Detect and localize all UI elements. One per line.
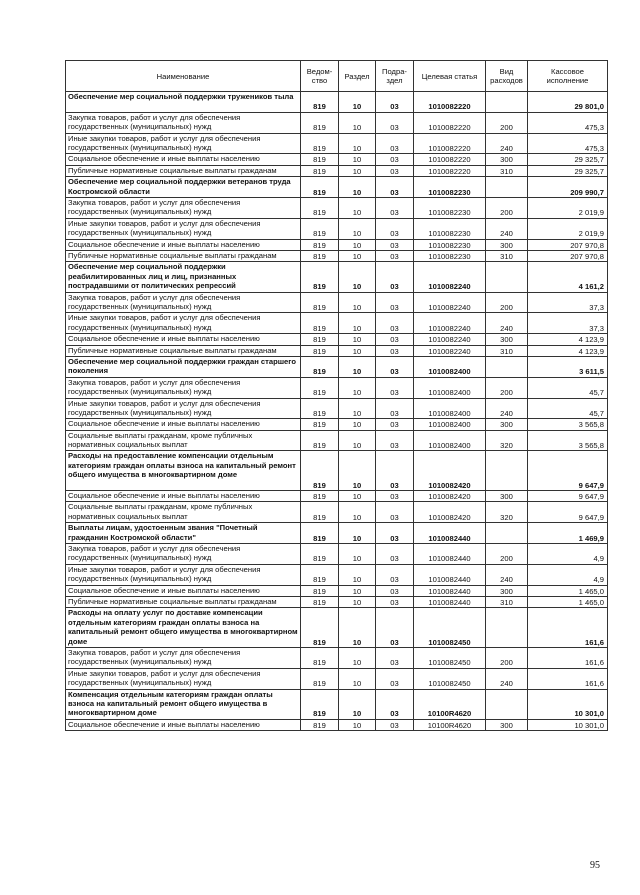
- cell-target: 1010082240: [414, 313, 486, 334]
- cell-section: 10: [339, 239, 376, 250]
- cell-target: 1010082450: [414, 648, 486, 669]
- cell-dept: 819: [301, 689, 339, 719]
- header-amount: Кассовое исполнение: [528, 61, 608, 92]
- cell-section: 10: [339, 430, 376, 451]
- table-header-row: [66, 61, 608, 92]
- cell-expense-type: 240: [486, 668, 528, 689]
- cell-expense-type: 240: [486, 564, 528, 585]
- cell-dept: 819: [301, 197, 339, 218]
- cell-name: Закупка товаров, работ и услуг для обеспечения государственных (муниципальных) нужд: [66, 648, 301, 669]
- table-row: [66, 177, 608, 198]
- cell-expense-type: 240: [486, 398, 528, 419]
- cell-dept: 819: [301, 419, 339, 430]
- cell-subsection: 03: [376, 544, 414, 565]
- cell-section: 10: [339, 491, 376, 502]
- cell-expense-type: 200: [486, 292, 528, 313]
- cell-subsection: 03: [376, 218, 414, 239]
- cell-target: 10100R4620: [414, 689, 486, 719]
- cell-expense-type: 240: [486, 133, 528, 154]
- cell-section: 10: [339, 154, 376, 165]
- cell-subsection: 03: [376, 597, 414, 608]
- cell-section: 10: [339, 165, 376, 176]
- cell-name: Социальное обеспечение и иные выплаты населению: [66, 239, 301, 250]
- cell-amount: 161,6: [528, 668, 608, 689]
- cell-dept: 819: [301, 398, 339, 419]
- table-row: [66, 377, 608, 398]
- table-row: [66, 430, 608, 451]
- budget-table: [65, 60, 608, 731]
- cell-target: 1010082440: [414, 544, 486, 565]
- cell-section: 10: [339, 133, 376, 154]
- cell-dept: 819: [301, 451, 339, 491]
- cell-name: Иные закупки товаров, работ и услуг для обеспечения государственных (муниципальных) нужд: [66, 313, 301, 334]
- cell-name: Социальное обеспечение и иные выплаты населению: [66, 419, 301, 430]
- table-row: [66, 585, 608, 596]
- cell-dept: 819: [301, 92, 339, 113]
- cell-expense-type: 310: [486, 165, 528, 176]
- cell-target: 1010082440: [414, 597, 486, 608]
- cell-section: 10: [339, 719, 376, 730]
- cell-target: 1010082230: [414, 239, 486, 250]
- cell-expense-type: 300: [486, 239, 528, 250]
- cell-target: 1010082420: [414, 491, 486, 502]
- cell-subsection: 03: [376, 377, 414, 398]
- cell-target: 1010082240: [414, 292, 486, 313]
- cell-amount: 9 647,9: [528, 451, 608, 491]
- cell-target: 1010082220: [414, 112, 486, 133]
- cell-dept: 819: [301, 292, 339, 313]
- cell-name: Публичные нормативные социальные выплаты гражданам: [66, 597, 301, 608]
- cell-target: 1010082400: [414, 419, 486, 430]
- cell-target: 1010082230: [414, 197, 486, 218]
- cell-amount: 207 970,8: [528, 250, 608, 261]
- table-row: [66, 689, 608, 719]
- cell-name: Обеспечение мер социальной поддержки реабилитированных лиц и лиц, признанных пострадавшими от политических репрессий: [66, 262, 301, 292]
- cell-name: Социальное обеспечение и иные выплаты населению: [66, 334, 301, 345]
- cell-dept: 819: [301, 133, 339, 154]
- cell-amount: 161,6: [528, 608, 608, 648]
- cell-name: Расходы на предоставление компенсации отдельным категориям граждан оплаты взноса на капитальный ремонт общего имущества в многоквартирном доме: [66, 451, 301, 491]
- cell-name: Выплаты лицам, удостоенным звания "Почетный гражданин Костромской области": [66, 523, 301, 544]
- cell-amount: 9 647,9: [528, 502, 608, 523]
- cell-dept: 819: [301, 585, 339, 596]
- cell-amount: 29 801,0: [528, 92, 608, 113]
- cell-amount: 161,6: [528, 648, 608, 669]
- cell-name: Социальное обеспечение и иные выплаты населению: [66, 719, 301, 730]
- cell-subsection: 03: [376, 154, 414, 165]
- cell-target: 1010082230: [414, 218, 486, 239]
- table-row: [66, 92, 608, 113]
- table-row: [66, 112, 608, 133]
- cell-amount: 3 611,5: [528, 356, 608, 377]
- cell-section: 10: [339, 262, 376, 292]
- cell-target: 1010082420: [414, 451, 486, 491]
- cell-section: 10: [339, 313, 376, 334]
- cell-amount: 475,3: [528, 112, 608, 133]
- cell-subsection: 03: [376, 502, 414, 523]
- cell-target: 1010082440: [414, 564, 486, 585]
- cell-name: Социальные выплаты гражданам, кроме публичных нормативных социальных выплат: [66, 502, 301, 523]
- cell-subsection: 03: [376, 356, 414, 377]
- cell-subsection: 03: [376, 250, 414, 261]
- cell-amount: 1 469,9: [528, 523, 608, 544]
- cell-dept: 819: [301, 544, 339, 565]
- cell-name: Иные закупки товаров, работ и услуг для обеспечения государственных (муниципальных) нужд: [66, 668, 301, 689]
- cell-dept: 819: [301, 177, 339, 198]
- header-target: Целевая статья: [414, 61, 486, 92]
- cell-section: 10: [339, 689, 376, 719]
- cell-expense-type: 320: [486, 430, 528, 451]
- header-dept: Ведом-ство: [301, 61, 339, 92]
- cell-expense-type: 310: [486, 597, 528, 608]
- cell-amount: 4 123,9: [528, 334, 608, 345]
- cell-expense-type: 240: [486, 218, 528, 239]
- table-row: [66, 523, 608, 544]
- cell-name: Социальное обеспечение и иные выплаты населению: [66, 585, 301, 596]
- cell-dept: 819: [301, 719, 339, 730]
- table-row: [66, 502, 608, 523]
- cell-subsection: 03: [376, 239, 414, 250]
- cell-section: 10: [339, 608, 376, 648]
- cell-dept: 819: [301, 345, 339, 356]
- cell-dept: 819: [301, 608, 339, 648]
- cell-target: 1010082450: [414, 608, 486, 648]
- cell-target: 1010082220: [414, 92, 486, 113]
- table-row: [66, 218, 608, 239]
- cell-expense-type: 300: [486, 419, 528, 430]
- cell-amount: 475,3: [528, 133, 608, 154]
- cell-subsection: 03: [376, 92, 414, 113]
- cell-expense-type: 200: [486, 197, 528, 218]
- cell-expense-type: 200: [486, 648, 528, 669]
- cell-dept: 819: [301, 239, 339, 250]
- cell-subsection: 03: [376, 648, 414, 669]
- cell-subsection: 03: [376, 491, 414, 502]
- cell-section: 10: [339, 218, 376, 239]
- cell-section: 10: [339, 177, 376, 198]
- header-expense-type: Вид расходов: [486, 61, 528, 92]
- header-subsection: Подра-здел: [376, 61, 414, 92]
- table-row: [66, 292, 608, 313]
- cell-expense-type: 200: [486, 112, 528, 133]
- cell-expense-type: [486, 262, 528, 292]
- cell-name: Закупка товаров, работ и услуг для обеспечения государственных (муниципальных) нужд: [66, 197, 301, 218]
- cell-dept: 819: [301, 154, 339, 165]
- cell-amount: 3 565,8: [528, 419, 608, 430]
- table-row: [66, 419, 608, 430]
- cell-expense-type: 200: [486, 377, 528, 398]
- cell-section: 10: [339, 112, 376, 133]
- cell-section: 10: [339, 377, 376, 398]
- cell-subsection: 03: [376, 564, 414, 585]
- cell-amount: 10 301,0: [528, 689, 608, 719]
- table-row: [66, 239, 608, 250]
- table-row: [66, 719, 608, 730]
- table-row: [66, 197, 608, 218]
- cell-name: Компенсация отдельным категориям граждан оплаты взноса на капитальный ремонт общего имущества в многоквартирном доме: [66, 689, 301, 719]
- cell-expense-type: 300: [486, 719, 528, 730]
- cell-name: Публичные нормативные социальные выплаты гражданам: [66, 345, 301, 356]
- cell-target: 1010082420: [414, 502, 486, 523]
- table-row: [66, 345, 608, 356]
- cell-target: 1010082220: [414, 133, 486, 154]
- cell-section: 10: [339, 292, 376, 313]
- cell-subsection: 03: [376, 451, 414, 491]
- cell-target: 1010082230: [414, 250, 486, 261]
- cell-amount: 4,9: [528, 544, 608, 565]
- cell-expense-type: 300: [486, 334, 528, 345]
- cell-subsection: 03: [376, 165, 414, 176]
- cell-dept: 819: [301, 112, 339, 133]
- header-name: Наименование: [66, 61, 301, 92]
- cell-amount: 45,7: [528, 377, 608, 398]
- cell-amount: 4 161,2: [528, 262, 608, 292]
- cell-subsection: 03: [376, 177, 414, 198]
- cell-target: 1010082440: [414, 523, 486, 544]
- cell-amount: 10 301,0: [528, 719, 608, 730]
- cell-target: 1010082220: [414, 165, 486, 176]
- cell-expense-type: 310: [486, 250, 528, 261]
- cell-name: Закупка товаров, работ и услуг для обеспечения государственных (муниципальных) нужд: [66, 112, 301, 133]
- cell-name: Иные закупки товаров, работ и услуг для обеспечения государственных (муниципальных) нужд: [66, 218, 301, 239]
- cell-section: 10: [339, 648, 376, 669]
- cell-subsection: 03: [376, 334, 414, 345]
- cell-dept: 819: [301, 491, 339, 502]
- table-row: [66, 451, 608, 491]
- cell-section: 10: [339, 451, 376, 491]
- cell-subsection: 03: [376, 398, 414, 419]
- cell-name: Закупка товаров, работ и услуг для обеспечения государственных (муниципальных) нужд: [66, 544, 301, 565]
- cell-target: 1010082230: [414, 177, 486, 198]
- table-row: [66, 597, 608, 608]
- cell-target: 1010082450: [414, 668, 486, 689]
- cell-expense-type: 310: [486, 345, 528, 356]
- table-row: [66, 648, 608, 669]
- cell-amount: 29 325,7: [528, 165, 608, 176]
- table-row: [66, 154, 608, 165]
- cell-expense-type: 300: [486, 585, 528, 596]
- table-row: [66, 608, 608, 648]
- cell-name: Социальное обеспечение и иные выплаты населению: [66, 491, 301, 502]
- cell-section: 10: [339, 345, 376, 356]
- cell-subsection: 03: [376, 668, 414, 689]
- cell-subsection: 03: [376, 197, 414, 218]
- table-body: [66, 92, 608, 731]
- cell-amount: 1 465,0: [528, 585, 608, 596]
- cell-expense-type: [486, 608, 528, 648]
- table-row: [66, 262, 608, 292]
- cell-dept: 819: [301, 564, 339, 585]
- cell-expense-type: 300: [486, 491, 528, 502]
- cell-amount: 209 990,7: [528, 177, 608, 198]
- cell-expense-type: [486, 92, 528, 113]
- cell-target: 1010082400: [414, 430, 486, 451]
- cell-subsection: 03: [376, 523, 414, 544]
- cell-section: 10: [339, 356, 376, 377]
- cell-dept: 819: [301, 430, 339, 451]
- cell-name: Расходы на оплату услуг по доставке компенсации отдельным категориям граждан оплаты взноса на капитальный ремонт общего имущества в многоквартирном доме: [66, 608, 301, 648]
- cell-section: 10: [339, 419, 376, 430]
- cell-target: 1010082400: [414, 398, 486, 419]
- cell-name: Публичные нормативные социальные выплаты гражданам: [66, 165, 301, 176]
- cell-subsection: 03: [376, 292, 414, 313]
- cell-amount: 9 647,9: [528, 491, 608, 502]
- cell-section: 10: [339, 585, 376, 596]
- cell-section: 10: [339, 334, 376, 345]
- cell-section: 10: [339, 92, 376, 113]
- cell-subsection: 03: [376, 112, 414, 133]
- cell-amount: 207 970,8: [528, 239, 608, 250]
- cell-dept: 819: [301, 313, 339, 334]
- cell-target: 1010082440: [414, 585, 486, 596]
- cell-expense-type: 300: [486, 154, 528, 165]
- cell-dept: 819: [301, 262, 339, 292]
- cell-section: 10: [339, 523, 376, 544]
- table-row: [66, 491, 608, 502]
- table-row: [66, 668, 608, 689]
- cell-expense-type: [486, 689, 528, 719]
- cell-dept: 819: [301, 648, 339, 669]
- cell-expense-type: 200: [486, 544, 528, 565]
- cell-name: Иные закупки товаров, работ и услуг для обеспечения государственных (муниципальных) нужд: [66, 564, 301, 585]
- cell-dept: 819: [301, 334, 339, 345]
- table-row: [66, 356, 608, 377]
- cell-section: 10: [339, 502, 376, 523]
- cell-target: 1010082240: [414, 262, 486, 292]
- cell-subsection: 03: [376, 133, 414, 154]
- cell-name: Социальные выплаты гражданам, кроме публичных нормативных социальных выплат: [66, 430, 301, 451]
- cell-target: 1010082240: [414, 334, 486, 345]
- cell-amount: 2 019,9: [528, 197, 608, 218]
- cell-amount: 4 123,9: [528, 345, 608, 356]
- cell-subsection: 03: [376, 608, 414, 648]
- cell-dept: 819: [301, 502, 339, 523]
- cell-name: Обеспечение мер социальной поддержки ветеранов труда Костромской области: [66, 177, 301, 198]
- header-section: Раздел: [339, 61, 376, 92]
- cell-amount: 1 465,0: [528, 597, 608, 608]
- cell-name: Иные закупки товаров, работ и услуг для обеспечения государственных (муниципальных) нужд: [66, 133, 301, 154]
- cell-section: 10: [339, 564, 376, 585]
- cell-expense-type: [486, 451, 528, 491]
- cell-subsection: 03: [376, 262, 414, 292]
- cell-dept: 819: [301, 165, 339, 176]
- cell-subsection: 03: [376, 345, 414, 356]
- cell-section: 10: [339, 668, 376, 689]
- cell-dept: 819: [301, 523, 339, 544]
- cell-name: Закупка товаров, работ и услуг для обеспечения государственных (муниципальных) нужд: [66, 292, 301, 313]
- cell-name: Публичные нормативные социальные выплаты гражданам: [66, 250, 301, 261]
- cell-subsection: 03: [376, 719, 414, 730]
- cell-target: 1010082240: [414, 345, 486, 356]
- cell-section: 10: [339, 544, 376, 565]
- table-row: [66, 334, 608, 345]
- cell-dept: 819: [301, 668, 339, 689]
- cell-section: 10: [339, 250, 376, 261]
- cell-expense-type: 240: [486, 313, 528, 334]
- cell-amount: 45,7: [528, 398, 608, 419]
- cell-amount: 4,9: [528, 564, 608, 585]
- cell-dept: 819: [301, 218, 339, 239]
- table-row: [66, 313, 608, 334]
- cell-amount: 29 325,7: [528, 154, 608, 165]
- table-row: [66, 133, 608, 154]
- page-number: 95: [590, 860, 600, 871]
- cell-dept: 819: [301, 250, 339, 261]
- cell-target: 10100R4620: [414, 719, 486, 730]
- cell-section: 10: [339, 197, 376, 218]
- cell-amount: 37,3: [528, 292, 608, 313]
- cell-section: 10: [339, 597, 376, 608]
- cell-name: Обеспечение мер социальной поддержки тружеников тыла: [66, 92, 301, 113]
- table-row: [66, 544, 608, 565]
- cell-amount: 37,3: [528, 313, 608, 334]
- cell-name: Иные закупки товаров, работ и услуг для обеспечения государственных (муниципальных) нужд: [66, 398, 301, 419]
- cell-subsection: 03: [376, 313, 414, 334]
- cell-target: 1010082220: [414, 154, 486, 165]
- cell-section: 10: [339, 398, 376, 419]
- cell-amount: 3 565,8: [528, 430, 608, 451]
- cell-dept: 819: [301, 597, 339, 608]
- cell-target: 1010082400: [414, 377, 486, 398]
- cell-name: Закупка товаров, работ и услуг для обеспечения государственных (муниципальных) нужд: [66, 377, 301, 398]
- cell-subsection: 03: [376, 585, 414, 596]
- table-row: [66, 398, 608, 419]
- cell-name: Обеспечение мер социальной поддержки граждан старшего поколения: [66, 356, 301, 377]
- cell-amount: 2 019,9: [528, 218, 608, 239]
- table-row: [66, 250, 608, 261]
- cell-subsection: 03: [376, 689, 414, 719]
- cell-dept: 819: [301, 377, 339, 398]
- cell-name: Социальное обеспечение и иные выплаты населению: [66, 154, 301, 165]
- cell-subsection: 03: [376, 430, 414, 451]
- cell-dept: 819: [301, 356, 339, 377]
- cell-expense-type: [486, 356, 528, 377]
- cell-expense-type: [486, 523, 528, 544]
- table-row: [66, 165, 608, 176]
- cell-subsection: 03: [376, 419, 414, 430]
- cell-expense-type: [486, 177, 528, 198]
- cell-target: 1010082400: [414, 356, 486, 377]
- cell-expense-type: 320: [486, 502, 528, 523]
- table-row: [66, 564, 608, 585]
